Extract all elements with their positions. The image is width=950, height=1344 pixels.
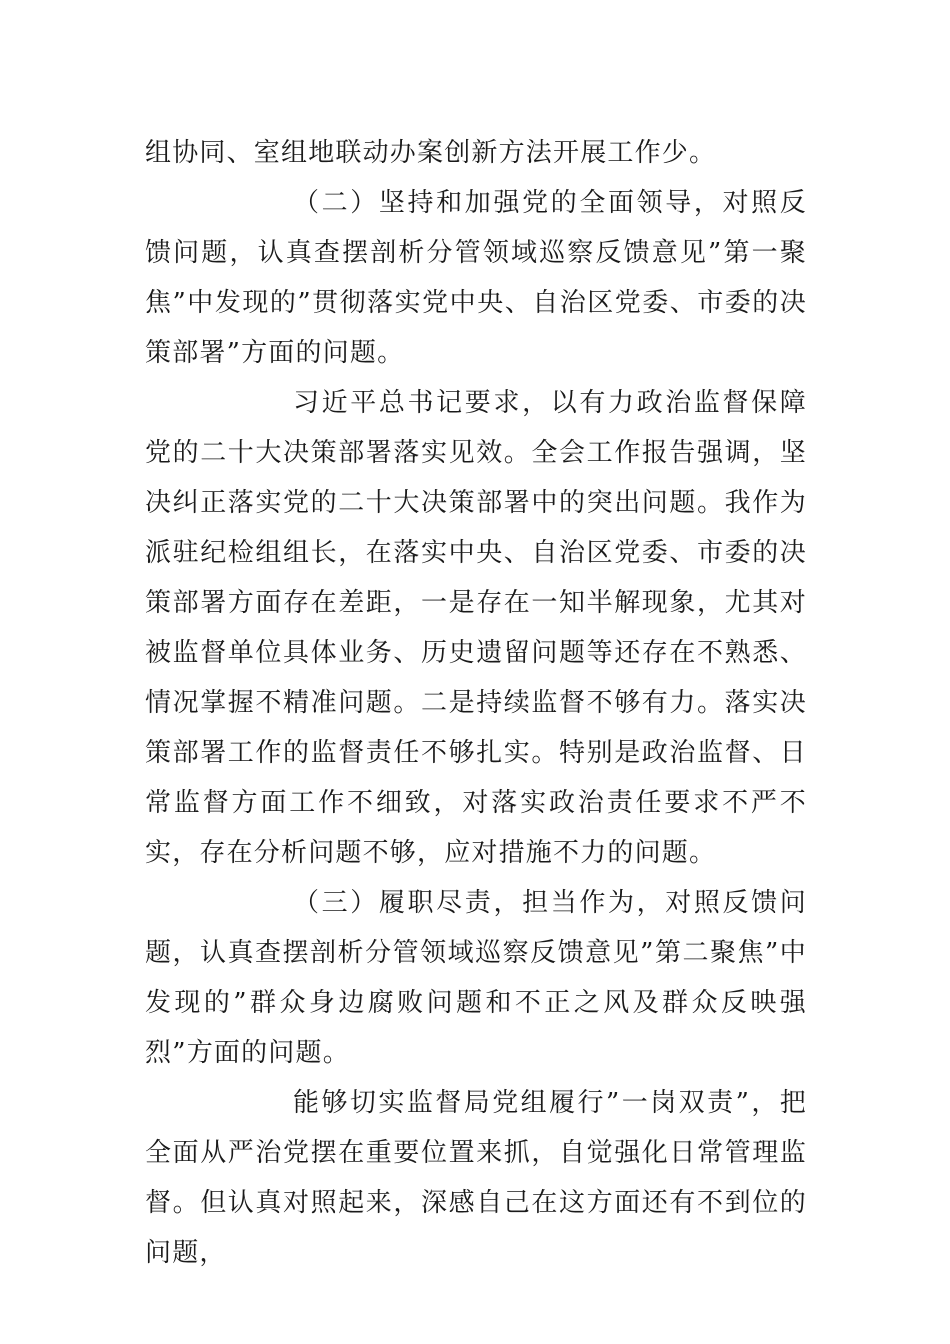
section-heading-three: （三）履职尽责，担当作为，对照反馈问题，认真查摆剖析分管领域巡察反馈意见”第二聚焦”中发现的”群众身边腐败问题和不正之风及群众反映强烈”方面的问题。: [145, 888, 807, 1068]
section-heading-two: （二）坚持和加强党的全面领导，对照反馈问题，认真查摆剖析分管领域巡察反馈意见”第一聚焦”中发现的”贯彻落实党中央、自治区党委、市委的决策部署”方面的问题。: [145, 188, 807, 368]
paragraph-continuation: 组协同、室组地联动办案创新方法开展工作少。: [145, 138, 717, 168]
document-body: [145, 128, 807, 1278]
paragraph-analysis-two: 习近平总书记要求，以有力政治监督保障党的二十大决策部署落实见效。全会工作报告强调，坚决纠正落实党的二十大决策部署中的突出问题。我作为派驻纪检组组长，在落实中央、自治区党委、市委的决策部署方面存在差距，一是存在一知半解现象，尤其对被监督单位具体业务、历史遗留问题等还存在不熟悉、情况掌握不精准问题。二是持续监督不够有力。落实决策部署工作的监督责任不够扎实。特别是政治监督、日常监督方面工作不细致，对落实政治责任要求不严不实，存在分析问题不够，应对措施不力的问题。: [145, 388, 807, 868]
paragraph-analysis-three: 能够切实监督局党组履行”一岗双责”，把全面从严治党摆在重要位置来抓，自觉强化日常管理监督。但认真对照起来，深感自己在这方面还有不到位的问题，: [145, 1088, 807, 1268]
